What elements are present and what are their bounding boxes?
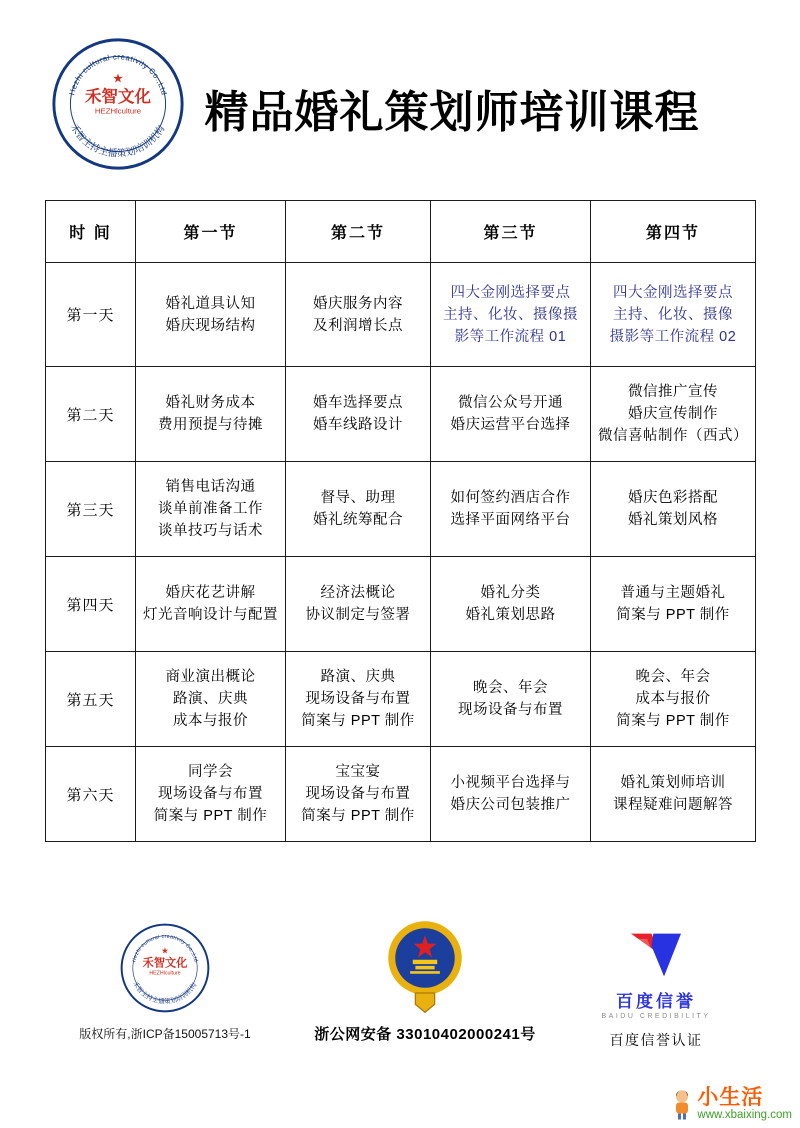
course-table-body [46,263,756,842]
col-header-session3: 第三节 [431,201,591,263]
day-label: 第三天 [46,462,136,557]
course-cell: 小视频平台选择与 婚庆公司包装推广 [431,747,591,842]
course-table [45,200,756,842]
watermark-site-url: www.xbaixing.com [697,1109,792,1122]
course-cell: 路演、庆典 现场设备与布置 简案与 PPT 制作 [286,652,431,747]
course-cell: 商业演出概论 路演、庆典 成本与报价 [136,652,286,747]
course-cell: 婚礼策划师培训 课程疑难问题解答 [591,747,756,842]
col-header-session1: 第一节 [136,201,286,263]
footer-baidu-block [558,930,754,1050]
col-header-session2: 第二节 [286,201,431,263]
col-header-time: 时 间 [46,201,136,263]
svg-text:Hezhi cultural creativity Co.,: Hezhi cultural creativity Co.,Ltd [131,933,199,963]
day-label: 第六天 [46,747,136,842]
day-label: 第一天 [46,263,136,367]
day-label: 第二天 [46,367,136,462]
course-cell: 四大金刚选择要点 主持、化妆、摄像 摄影等工作流程 02 [591,263,756,367]
day-label: 第五天 [46,652,136,747]
svg-text:禾智文化: 禾智文化 [142,957,188,970]
baidu-subtitle-text: BAIDU CREDIBILITY [601,1013,711,1020]
course-cell: 四大金刚选择要点 主持、化妆、摄像摄 影等工作流程 01 [431,263,591,367]
course-cell: 如何签约酒店合作 选择平面网络平台 [431,462,591,557]
company-logo-icon [50,36,186,172]
course-cell: 督导、助理 婚礼统筹配合 [286,462,431,557]
svg-text:禾智主持主播策划培训机构: 禾智主持主播策划培训机构 [131,980,199,1006]
course-cell: 微信公众号开通 婚庆运营平台选择 [431,367,591,462]
day-label: 第四天 [46,557,136,652]
site-watermark [670,1086,792,1122]
police-filing-text: 浙公网安备 33010402000241号 [314,1026,536,1043]
course-cell: 婚礼道具认知 婚庆现场结构 [136,263,286,367]
table-row [46,462,756,557]
police-badge-icon [381,916,469,1014]
baidu-name-text: 百度信誉 [616,992,696,1011]
footer-copyright-block [58,922,272,1042]
svg-text:禾智主持主播策划培训机构: 禾智主持主播策划培训机构 [67,122,168,160]
footer-police-block [300,916,550,1044]
watermark-site-name: 小生活 [697,1086,764,1110]
table-row [46,367,756,462]
baidu-cert-text: 百度信誉认证 [609,1032,703,1048]
footer-logo-star-icon: ★ [161,945,169,956]
logo-name-cn: 禾智文化 [85,88,151,107]
table-row [46,557,756,652]
xiaoshenghuo-mascot-icon [670,1088,694,1122]
course-cell: 普通与主题婚礼 简案与 PPT 制作 [591,557,756,652]
course-cell: 婚庆色彩搭配 婚礼策划风格 [591,462,756,557]
footer-company-logo-icon [119,922,211,1014]
copyright-text: 版权所有,浙ICP备15005713号-1 [79,1027,251,1041]
course-cell: 婚礼分类 婚礼策划思路 [431,557,591,652]
logo-name-en: HEZHlculture [94,106,142,116]
svg-text:HEZHlculture: HEZHlculture [149,970,181,977]
course-cell: 婚礼财务成本 费用预提与待摊 [136,367,286,462]
course-cell: 微信推广宣传 婚庆宣传制作 微信喜帖制作（西式） [591,367,756,462]
course-cell: 销售电话沟通 谈单前准备工作 谈单技巧与话术 [136,462,286,557]
table-row [46,747,756,842]
col-header-session4: 第四节 [591,201,756,263]
table-header-row [46,201,756,263]
page-title: 精品婚礼策划师培训课程 [204,88,700,137]
baidu-credibility-icon [627,930,685,980]
logo-star-icon: ★ [112,71,124,86]
course-cell: 婚庆服务内容 及利润增长点 [286,263,431,367]
course-cell: 婚庆花艺讲解 灯光音响设计与配置 [136,557,286,652]
table-row [46,652,756,747]
course-cell: 婚车选择要点 婚车线路设计 [286,367,431,462]
course-cell: 晚会、年会 成本与报价 简案与 PPT 制作 [591,652,756,747]
course-cell: 经济法概论 协议制定与签署 [286,557,431,652]
course-cell: 晚会、年会 现场设备与布置 [431,652,591,747]
course-cell: 同学会 现场设备与布置 简案与 PPT 制作 [136,747,286,842]
table-row [46,263,756,367]
svg-text:Hezhi cultural creativity Co.,: Hezhi cultural creativity Co.,Ltd [67,52,169,97]
course-cell: 宝宝宴 现场设备与布置 简案与 PPT 制作 [286,747,431,842]
company-logo [50,36,186,172]
